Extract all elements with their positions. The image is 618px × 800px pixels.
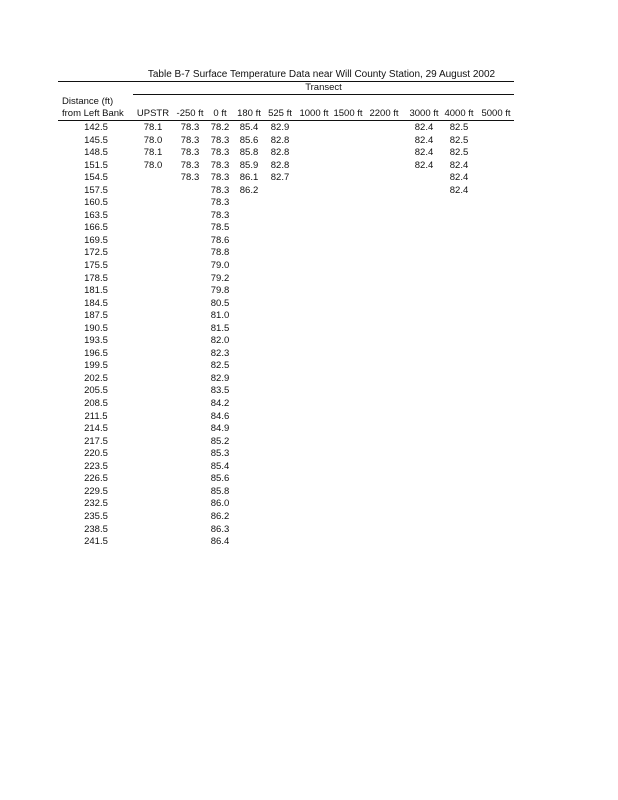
temperature-cell: 78.3 — [180, 159, 200, 171]
table-row — [0, 373, 618, 386]
temperature-cell: 78.3 — [210, 159, 230, 171]
temperature-cell: 82.4 — [449, 184, 469, 196]
distance-cell: 145.5 — [84, 134, 108, 146]
temperature-cell: 84.9 — [210, 423, 230, 435]
distance-cell: 223.5 — [84, 460, 108, 472]
table-title: Table B-7 Surface Temperature Data near Will County Station, 29 August 2002 — [147, 69, 496, 80]
distance-cell: 205.5 — [84, 385, 108, 397]
temperature-cell: 78.3 — [210, 184, 230, 196]
temperature-cell: 86.2 — [210, 510, 230, 522]
table-row — [0, 298, 618, 311]
temperature-cell: 82.7 — [270, 172, 290, 184]
distance-cell: 190.5 — [84, 322, 108, 334]
table-row — [0, 323, 618, 336]
temperature-cell: 82.8 — [270, 134, 290, 146]
distance-cell: 169.5 — [84, 234, 108, 246]
temperature-cell: 82.4 — [414, 159, 434, 171]
transect-group-header: Transect — [305, 82, 342, 93]
temperature-cell: 85.4 — [239, 122, 259, 133]
distance-cell: 151.5 — [84, 159, 108, 171]
column-header: 0 ft — [213, 108, 227, 119]
temperature-cell: 78.0 — [143, 159, 163, 171]
temperature-cell: 82.5 — [449, 122, 469, 133]
temperature-cell: 86.4 — [210, 536, 230, 548]
distance-cell: 196.5 — [84, 347, 108, 359]
table-row — [0, 511, 618, 524]
table-row — [0, 448, 618, 461]
column-header-row — [0, 108, 618, 120]
temperature-cell: 86.3 — [210, 523, 230, 535]
temperature-cell: 80.5 — [210, 297, 230, 309]
temperature-cell: 78.3 — [180, 122, 200, 133]
table-row — [0, 135, 618, 148]
table-row — [0, 260, 618, 273]
table-row — [0, 411, 618, 424]
distance-cell: 199.5 — [84, 360, 108, 372]
temperature-cell: 78.3 — [210, 197, 230, 209]
table-row — [0, 335, 618, 348]
distance-cell: 175.5 — [84, 260, 108, 272]
table-row — [0, 310, 618, 323]
distance-cell: 208.5 — [84, 398, 108, 410]
temperature-cell: 83.5 — [210, 385, 230, 397]
temperature-cell: 86.0 — [210, 498, 230, 510]
distance-cell: 211.5 — [84, 410, 108, 422]
temperature-cell: 78.3 — [210, 134, 230, 146]
temperature-cell: 85.8 — [210, 485, 230, 497]
distance-cell: 160.5 — [84, 197, 108, 209]
column-header: UPSTR — [136, 108, 170, 119]
distance-cell: 148.5 — [84, 147, 108, 159]
temperature-cell: 85.6 — [239, 134, 259, 146]
table-row — [0, 147, 618, 160]
temperature-cell: 78.3 — [210, 172, 230, 184]
table-row — [0, 273, 618, 286]
distance-cell: 193.5 — [84, 335, 108, 347]
table-row — [0, 473, 618, 486]
distance-cell: 187.5 — [84, 310, 108, 322]
distance-cell: 142.5 — [84, 122, 108, 133]
distance-cell: 232.5 — [84, 498, 108, 510]
table-row — [0, 498, 618, 511]
table-row — [0, 285, 618, 298]
temperature-cell: 82.5 — [449, 134, 469, 146]
distance-cell: 184.5 — [84, 297, 108, 309]
temperature-cell: 78.1 — [143, 147, 163, 159]
column-header: 2200 ft — [369, 108, 399, 119]
temperature-cell: 85.4 — [210, 460, 230, 472]
column-header: 1000 ft — [299, 108, 329, 119]
table-row — [0, 197, 618, 210]
temperature-cell: 82.5 — [449, 147, 469, 159]
table-row — [0, 210, 618, 223]
table-row — [0, 185, 618, 198]
temperature-cell: 82.8 — [270, 147, 290, 159]
temperature-cell: 78.3 — [210, 147, 230, 159]
temperature-cell: 82.4 — [414, 134, 434, 146]
temperature-cell: 78.0 — [143, 134, 163, 146]
table-row — [0, 122, 618, 135]
column-header: 3000 ft — [409, 108, 439, 119]
temperature-cell: 78.3 — [210, 209, 230, 221]
temperature-cell: 82.5 — [210, 360, 230, 372]
distance-cell: 217.5 — [84, 435, 108, 447]
temperature-cell: 82.4 — [414, 147, 434, 159]
distance-cell: 235.5 — [84, 510, 108, 522]
table-row — [0, 536, 618, 549]
column-header: -250 ft — [176, 108, 204, 119]
column-header: 5000 ft — [481, 108, 511, 119]
column-header: 525 ft — [268, 108, 292, 119]
table-row — [0, 398, 618, 411]
table-row — [0, 524, 618, 537]
table-row — [0, 172, 618, 185]
table-row — [0, 486, 618, 499]
temperature-cell: 82.3 — [210, 347, 230, 359]
temperature-cell: 78.2 — [210, 122, 230, 133]
distance-cell: 172.5 — [84, 247, 108, 259]
distance-cell: 241.5 — [84, 536, 108, 548]
temperature-cell: 82.4 — [449, 172, 469, 184]
stub-header-line1: Distance (ft) — [62, 96, 114, 107]
temperature-cell: 79.0 — [210, 260, 230, 272]
temperature-cell: 78.3 — [180, 147, 200, 159]
table-body — [0, 122, 618, 549]
transect-underline — [133, 94, 514, 95]
temperature-cell: 78.6 — [210, 234, 230, 246]
table-row — [0, 348, 618, 361]
temperature-cell: 79.2 — [210, 272, 230, 284]
distance-cell: 163.5 — [84, 209, 108, 221]
temperature-cell: 82.4 — [449, 159, 469, 171]
distance-cell: 202.5 — [84, 372, 108, 384]
distance-cell: 166.5 — [84, 222, 108, 234]
distance-cell: 226.5 — [84, 473, 108, 485]
table-row — [0, 222, 618, 235]
temperature-cell: 79.8 — [210, 285, 230, 297]
column-header: 180 ft — [237, 108, 261, 119]
table-row — [0, 247, 618, 260]
temperature-cell: 84.6 — [210, 410, 230, 422]
table-row — [0, 385, 618, 398]
temperature-cell: 85.2 — [210, 435, 230, 447]
table-row — [0, 160, 618, 173]
temperature-cell: 78.8 — [210, 247, 230, 259]
table-row — [0, 436, 618, 449]
temperature-cell: 85.6 — [210, 473, 230, 485]
temperature-cell: 81.5 — [210, 322, 230, 334]
distance-cell: 214.5 — [84, 423, 108, 435]
temperature-cell: 82.0 — [210, 335, 230, 347]
table-row — [0, 461, 618, 474]
temperature-cell: 78.3 — [180, 134, 200, 146]
temperature-cell: 84.2 — [210, 398, 230, 410]
distance-cell: 220.5 — [84, 448, 108, 460]
table-row — [0, 423, 618, 436]
temperature-cell: 85.9 — [239, 159, 259, 171]
column-header: 4000 ft — [444, 108, 474, 119]
stub-header-line2: from Left Bank — [62, 108, 124, 119]
distance-cell: 181.5 — [84, 285, 108, 297]
temperature-cell: 82.4 — [414, 122, 434, 133]
temperature-cell: 82.9 — [270, 122, 290, 133]
distance-cell: 229.5 — [84, 485, 108, 497]
table-row — [0, 360, 618, 373]
table-row — [0, 235, 618, 248]
column-header: 1500 ft — [333, 108, 363, 119]
temperature-cell: 78.1 — [143, 122, 163, 133]
temperature-cell: 85.8 — [239, 147, 259, 159]
distance-cell: 178.5 — [84, 272, 108, 284]
temperature-cell: 85.3 — [210, 448, 230, 460]
distance-cell: 238.5 — [84, 523, 108, 535]
distance-cell: 154.5 — [84, 172, 108, 184]
temperature-cell: 82.8 — [270, 159, 290, 171]
temperature-cell: 82.9 — [210, 372, 230, 384]
temperature-cell: 78.3 — [180, 172, 200, 184]
header-bottom-rule — [58, 120, 514, 121]
temperature-cell: 86.1 — [239, 172, 259, 184]
distance-cell: 157.5 — [84, 184, 108, 196]
temperature-cell: 81.0 — [210, 310, 230, 322]
temperature-cell: 86.2 — [239, 184, 259, 196]
temperature-cell: 78.5 — [210, 222, 230, 234]
